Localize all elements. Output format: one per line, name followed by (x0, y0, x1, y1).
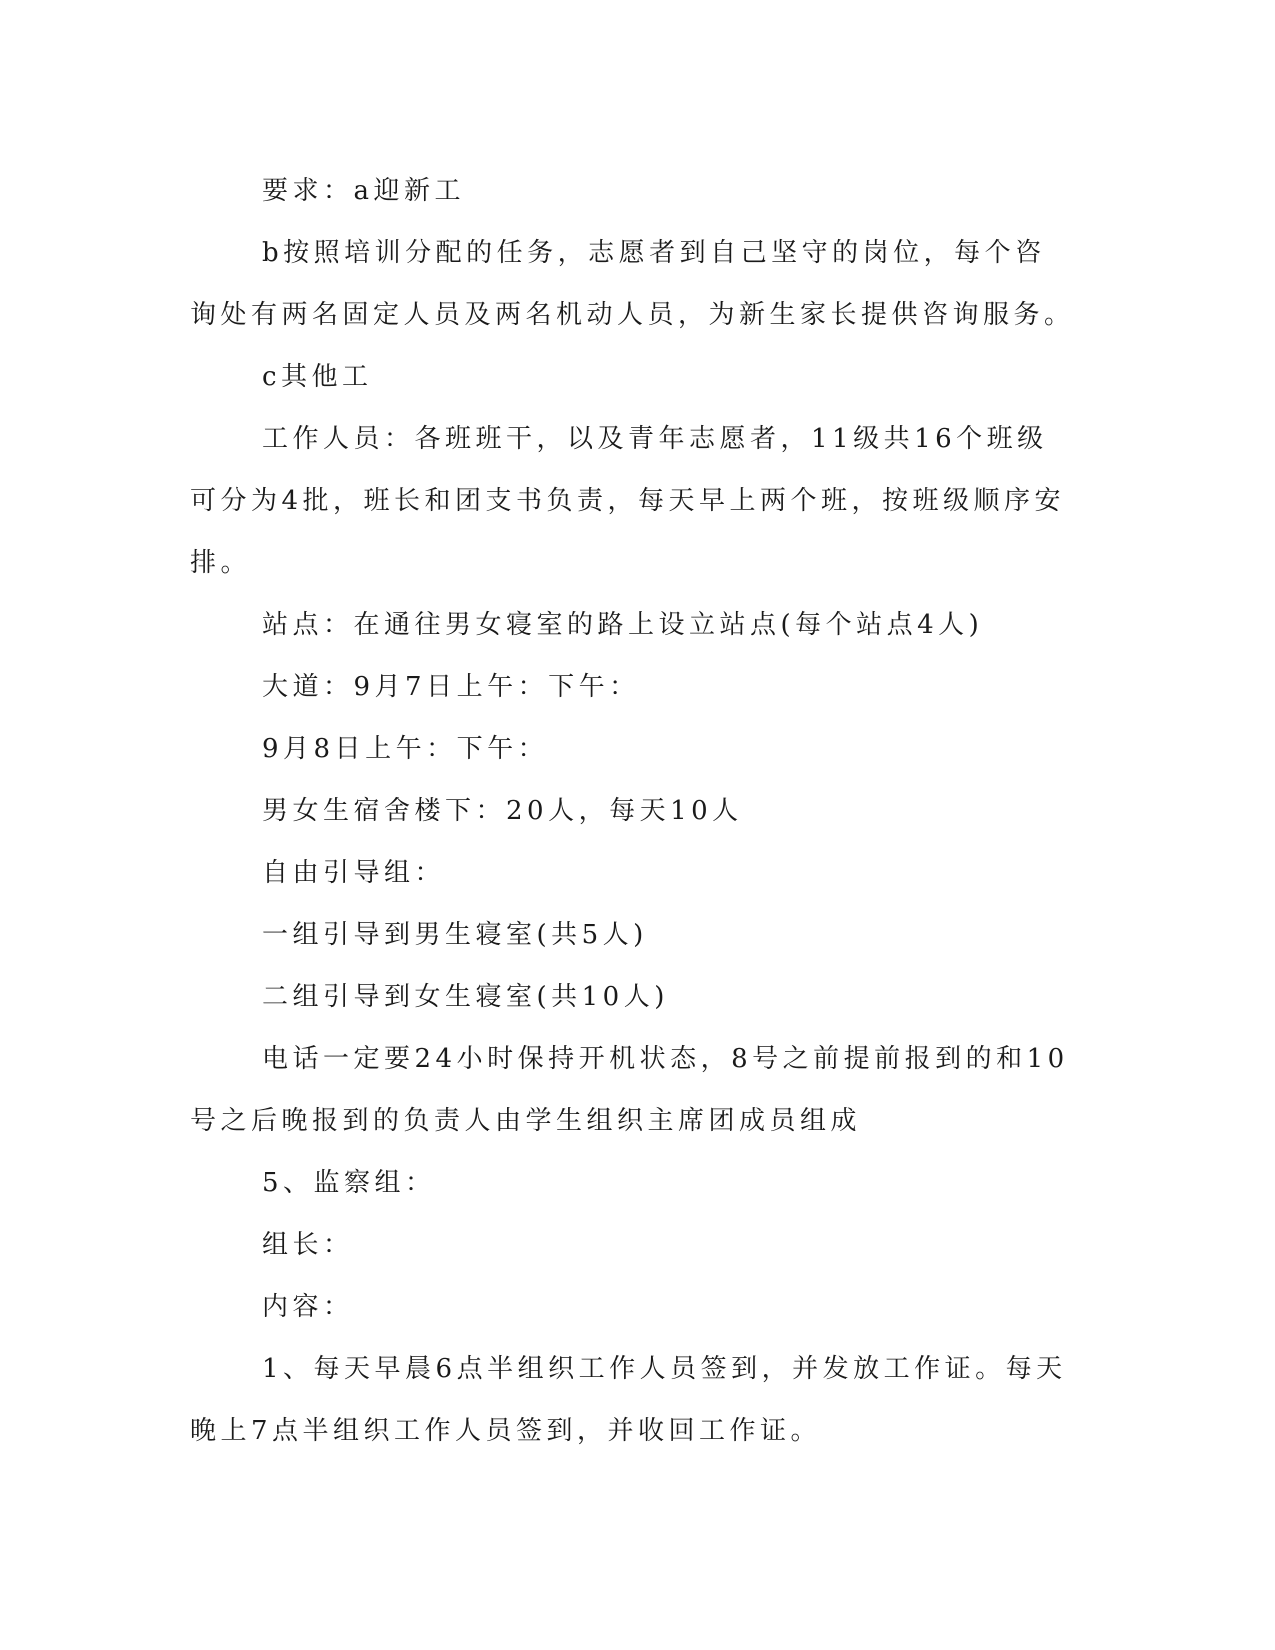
paragraph-supervision-group: 5、监察组： (262, 1168, 436, 1198)
paragraph-requirement-c: c其他工 (262, 362, 373, 392)
document-body (190, 160, 1075, 1462)
paragraph-requirement-a: 要求：a迎新工 (262, 176, 466, 206)
paragraph-avenue-sep7: 大道：9月7日上午：下午： (262, 672, 640, 702)
paragraph-dorm-downstairs: 男女生宿舍楼下：20人，每天10人 (262, 796, 743, 826)
paragraph-free-guide-group: 自由引导组： (262, 858, 446, 888)
paragraph-group-two: 二组引导到女生寝室(共10人) (262, 982, 669, 1012)
paragraph-group-one: 一组引导到男生寝室(共5人) (262, 920, 648, 950)
paragraph-signin: 1、每天早晨6点半组织工作人员签到，并发放工作证。每天晚上7点半组织工作人员签到，并收回工作证。 (190, 1354, 1067, 1446)
paragraph-staff: 工作人员：各班班干，以及青年志愿者，11级共16个班级可分为4批，班长和团支书负责，每天早上两个班，按班级顺序安排。 (190, 424, 1066, 578)
paragraph-content-label: 内容： (262, 1292, 354, 1322)
paragraph-group-leader: 组长： (262, 1230, 354, 1260)
paragraph-requirement-b: b按照培训分配的任务，志愿者到自己坚守的岗位，每个咨询处有两名固定人员及两名机动人员，为新生家长提供咨询服务。 (190, 238, 1075, 330)
paragraph-phone: 电话一定要24小时保持开机状态，8号之前提前报到的和10号之后晚报到的负责人由学生组织主席团成员组成 (190, 1044, 1069, 1136)
paragraph-stations: 站点：在通往男女寝室的路上设立站点(每个站点4人) (262, 610, 984, 640)
paragraph-sep8: 9月8日上午：下午： (262, 734, 549, 764)
